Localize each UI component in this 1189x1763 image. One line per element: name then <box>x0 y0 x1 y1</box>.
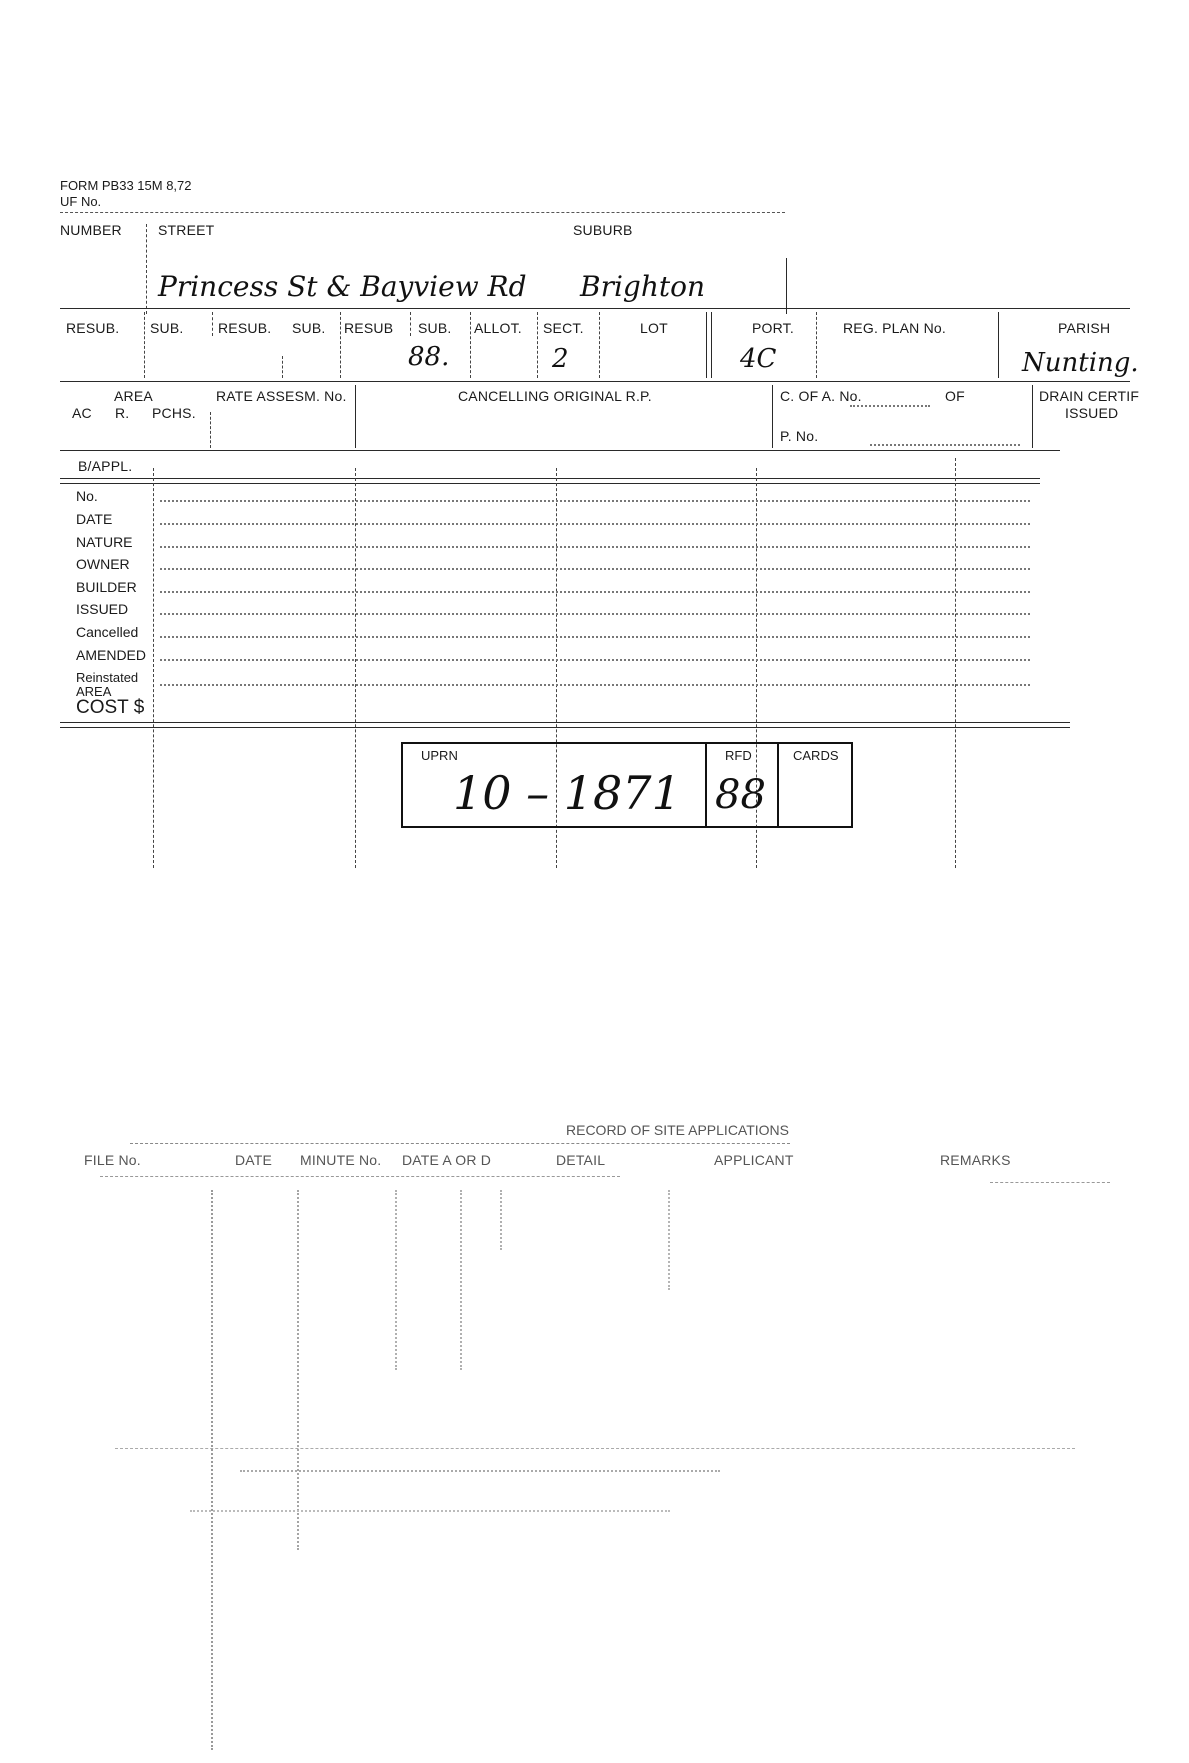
cancelling-label: CANCELLING ORIGINAL R.P. <box>458 388 652 404</box>
rfd-value: 88 <box>715 772 766 818</box>
bappl-row-nature: NATURE <box>76 534 133 550</box>
header-rule <box>60 308 1130 309</box>
row3-divider-3 <box>772 385 773 448</box>
row2-divider-4 <box>340 312 341 378</box>
parish-value: Nunting. <box>1022 348 1139 378</box>
coa-label: C. OF A. No. <box>780 388 862 404</box>
uprn-label: UPRN <box>421 748 458 763</box>
sub-label-3: SUB. <box>418 320 452 336</box>
site-fragment-line-2 <box>240 1470 720 1472</box>
port-value: 4C <box>740 344 777 374</box>
stamp-divider-2 <box>777 744 779 826</box>
bappl-col-5 <box>955 458 956 868</box>
resub-label-2: RESUB. <box>218 320 272 336</box>
row2-divider-9 <box>706 312 707 378</box>
reg-plan-label: REG. PLAN No. <box>843 320 946 336</box>
row2-rule <box>60 381 1130 382</box>
allot-label: ALLOT. <box>474 320 522 336</box>
r-label: R. <box>115 405 130 421</box>
bappl-row-amended: AMENDED <box>76 647 147 663</box>
pchs-label: PCHS. <box>152 405 196 421</box>
bappl-rule-1 <box>60 478 1040 479</box>
pno-dotted-line <box>870 444 1020 446</box>
port-label: PORT. <box>752 320 794 336</box>
rfd-label: RFD <box>725 748 752 763</box>
uprn-stamp <box>401 742 853 828</box>
number-label: NUMBER <box>60 222 122 238</box>
bappl-dots-7 <box>160 636 1030 638</box>
sect-label: SECT. <box>543 320 584 336</box>
site-col-mark-6 <box>668 1190 670 1290</box>
resub-label-3: RESUB <box>344 320 394 336</box>
bappl-dots-8 <box>160 659 1030 661</box>
site-col-mark-3 <box>395 1190 397 1370</box>
site-applications-title: RECORD OF SITE APPLICATIONS <box>566 1122 790 1138</box>
bappl-dots-6 <box>160 613 1030 615</box>
site-col-mark-2 <box>297 1190 299 1550</box>
row2-divider-3 <box>282 356 283 378</box>
uprn-value: 10 – 1871 <box>453 766 681 820</box>
site-top-dashes <box>130 1143 790 1144</box>
bappl-col-2 <box>355 468 356 868</box>
cards-label: CARDS <box>793 748 839 763</box>
site-col-minute-no: MINUTE No. <box>300 1152 382 1168</box>
bappl-row-cost: COST $ <box>76 697 145 718</box>
rate-assessment-label: RATE ASSESM. No. <box>216 388 347 404</box>
site-col-date: DATE <box>235 1152 273 1168</box>
uf-number-label: UF No. <box>60 194 102 209</box>
bappl-dots-5 <box>160 591 1030 593</box>
bappl-dots-4 <box>160 568 1030 570</box>
drain-label-1: DRAIN CERTIF <box>1039 388 1140 404</box>
bappl-col-1 <box>153 468 154 868</box>
site-col-remarks: REMARKS <box>940 1152 1011 1168</box>
bappl-row-no: No. <box>76 488 98 504</box>
row3-divider-2 <box>355 385 356 448</box>
bappl-bottom-rule-2 <box>60 727 1070 728</box>
bappl-row-builder: BUILDER <box>76 579 137 595</box>
bappl-dots-1 <box>160 500 1030 502</box>
top-rule <box>60 212 785 213</box>
bappl-rule-2 <box>60 483 1040 484</box>
row2-divider-1 <box>144 312 145 378</box>
bappl-dots-9 <box>160 684 1030 686</box>
site-col-mark-1 <box>211 1190 213 1750</box>
bappl-dots-2 <box>160 523 1030 525</box>
site-header-dashes <box>100 1176 620 1177</box>
site-col-applicant: APPLICANT <box>714 1152 794 1168</box>
drain-label-2: ISSUED <box>1065 405 1119 421</box>
bappl-row-issued: ISSUED <box>76 601 129 617</box>
site-fragment-line-3 <box>190 1510 670 1512</box>
header-right-border <box>786 258 787 314</box>
row3-divider-1 <box>210 412 211 448</box>
sub-label-1: SUB. <box>150 320 184 336</box>
row2-divider-5 <box>410 312 411 336</box>
row3-rule <box>60 450 1060 451</box>
bappl-row-owner: OWNER <box>76 556 130 572</box>
row2-divider-6 <box>470 312 471 378</box>
sub-label-2: SUB. <box>292 320 326 336</box>
coa-dotted-line <box>850 405 930 407</box>
bappl-row-reinstated: Reinstated <box>76 670 139 685</box>
area-label: AREA <box>114 388 153 404</box>
of-label: OF <box>945 388 965 404</box>
site-col-mark-4 <box>460 1190 462 1370</box>
row2-divider-2 <box>212 312 213 336</box>
row2-divider-8 <box>599 312 600 378</box>
site-col-mark-5 <box>500 1190 502 1250</box>
sub-value: 88. <box>408 342 450 372</box>
site-col-detail: DETAIL <box>556 1152 606 1168</box>
resub-label-1: RESUB. <box>66 320 120 336</box>
street-value: Princess St & Bayview Rd <box>158 270 527 303</box>
sect-value: 2 <box>552 344 569 374</box>
suburb-value: Brighton <box>580 270 706 303</box>
ac-label: AC <box>72 405 92 421</box>
row3-divider-4 <box>1032 385 1033 448</box>
bappl-row-date: DATE <box>76 511 113 527</box>
bappl-row-cancelled: Cancelled <box>76 624 139 640</box>
pno-label: P. No. <box>780 428 819 444</box>
bappl-dots-3 <box>160 546 1030 548</box>
row2-divider-9b <box>711 312 712 378</box>
site-remarks-dashes <box>990 1182 1110 1183</box>
suburb-label: SUBURB <box>573 222 633 238</box>
row2-divider-7 <box>537 312 538 378</box>
bappl-bottom-rule-1 <box>60 722 1070 723</box>
row2-divider-11 <box>998 312 999 378</box>
site-fragment-line-1 <box>115 1448 1075 1449</box>
bappl-title: B/APPL. <box>78 458 133 474</box>
bappl-row-area: AREA <box>76 684 112 699</box>
parish-label: PARISH <box>1058 320 1111 336</box>
site-col-file-no: FILE No. <box>84 1152 141 1168</box>
number-divider <box>146 224 147 314</box>
row2-divider-10 <box>816 312 817 378</box>
lot-label: LOT <box>640 320 668 336</box>
street-label: STREET <box>158 222 215 238</box>
stamp-divider-1 <box>705 744 707 826</box>
site-col-date-a-or-d: DATE A OR D <box>402 1152 492 1168</box>
form-code: FORM PB33 15M 8,72 <box>60 178 192 193</box>
